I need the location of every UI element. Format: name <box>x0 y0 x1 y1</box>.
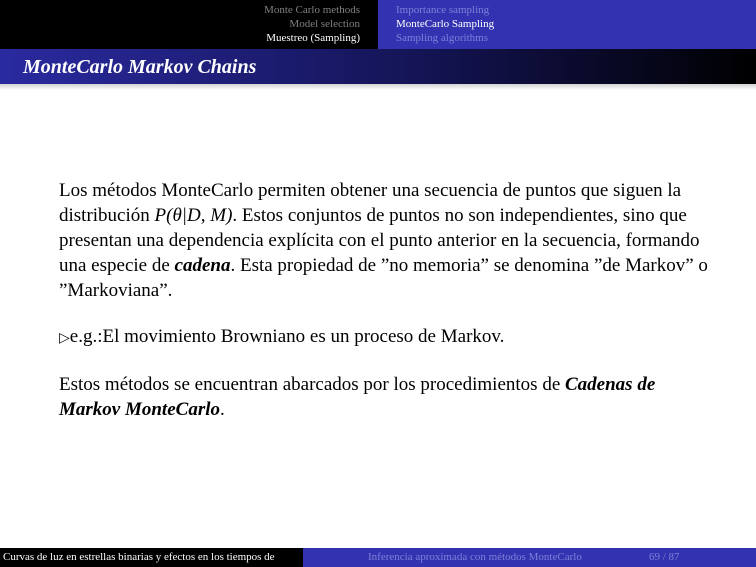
section-nav <box>0 0 378 49</box>
header-navigation <box>0 0 756 49</box>
nav-section-model-selection[interactable]: Model selection <box>289 18 360 30</box>
slide-content <box>59 178 709 443</box>
paragraph-text: . Estos conjuntos de puntos no son independientes, sino que presentan una dependencia explícita con el punto anterior en la secuencia, formando una especie de <box>59 205 700 276</box>
emphasis-cadena: cadena <box>174 255 231 276</box>
paragraph-mcmc <box>59 372 709 422</box>
nav-section-monte-carlo-methods[interactable]: Monte Carlo methods <box>264 4 360 16</box>
footer-info <box>303 548 756 567</box>
footer-presentation-title: Inferencia aproximada con métodos MonteCarlo <box>368 551 582 563</box>
paragraph-text: Los métodos MonteCarlo permiten obtener una secuencia de puntos que siguen la distribución <box>59 180 682 226</box>
title-shadow <box>0 84 756 90</box>
paragraph-example <box>59 324 709 351</box>
paragraph-text: Estos métodos se encuentran abarcados por los procedimientos de <box>59 374 565 395</box>
footer-bar <box>0 548 756 567</box>
page-number: 69 / 87 <box>649 551 680 563</box>
paragraph-text: . <box>220 399 225 420</box>
math-distribution: P(θ|D, M) <box>154 205 233 226</box>
subsection-nav <box>378 0 756 49</box>
nav-section-muestreo[interactable]: Muestreo (Sampling) <box>266 32 360 44</box>
frame-title-bar <box>0 49 756 84</box>
footer-left-text: Curvas de luz en estrellas binarias y efectos en los tiempos de <box>3 551 275 563</box>
nav-subsection-montecarlo-sampling[interactable]: MonteCarlo Sampling <box>396 18 495 30</box>
paragraph-text: . Esta propiedad de ”no memoria” se denomina ”de Markov” o ”Markoviana”. <box>59 255 708 301</box>
triangle-bullet-icon: ▷ <box>59 331 70 346</box>
emphasis-mcmc: Cadenas de Markov MonteCarlo <box>59 374 656 420</box>
nav-subsection-sampling-algorithms[interactable]: Sampling algorithms <box>396 32 488 44</box>
paragraph-markov-chain-definition <box>59 178 709 303</box>
footer-author-title <box>0 548 303 567</box>
frame-title: MonteCarlo Markov Chains <box>23 56 257 78</box>
nav-subsection-importance-sampling[interactable]: Importance sampling <box>396 4 490 16</box>
example-text: e.g.:El movimiento Browniano es un proceso de Markov. <box>69 326 505 347</box>
